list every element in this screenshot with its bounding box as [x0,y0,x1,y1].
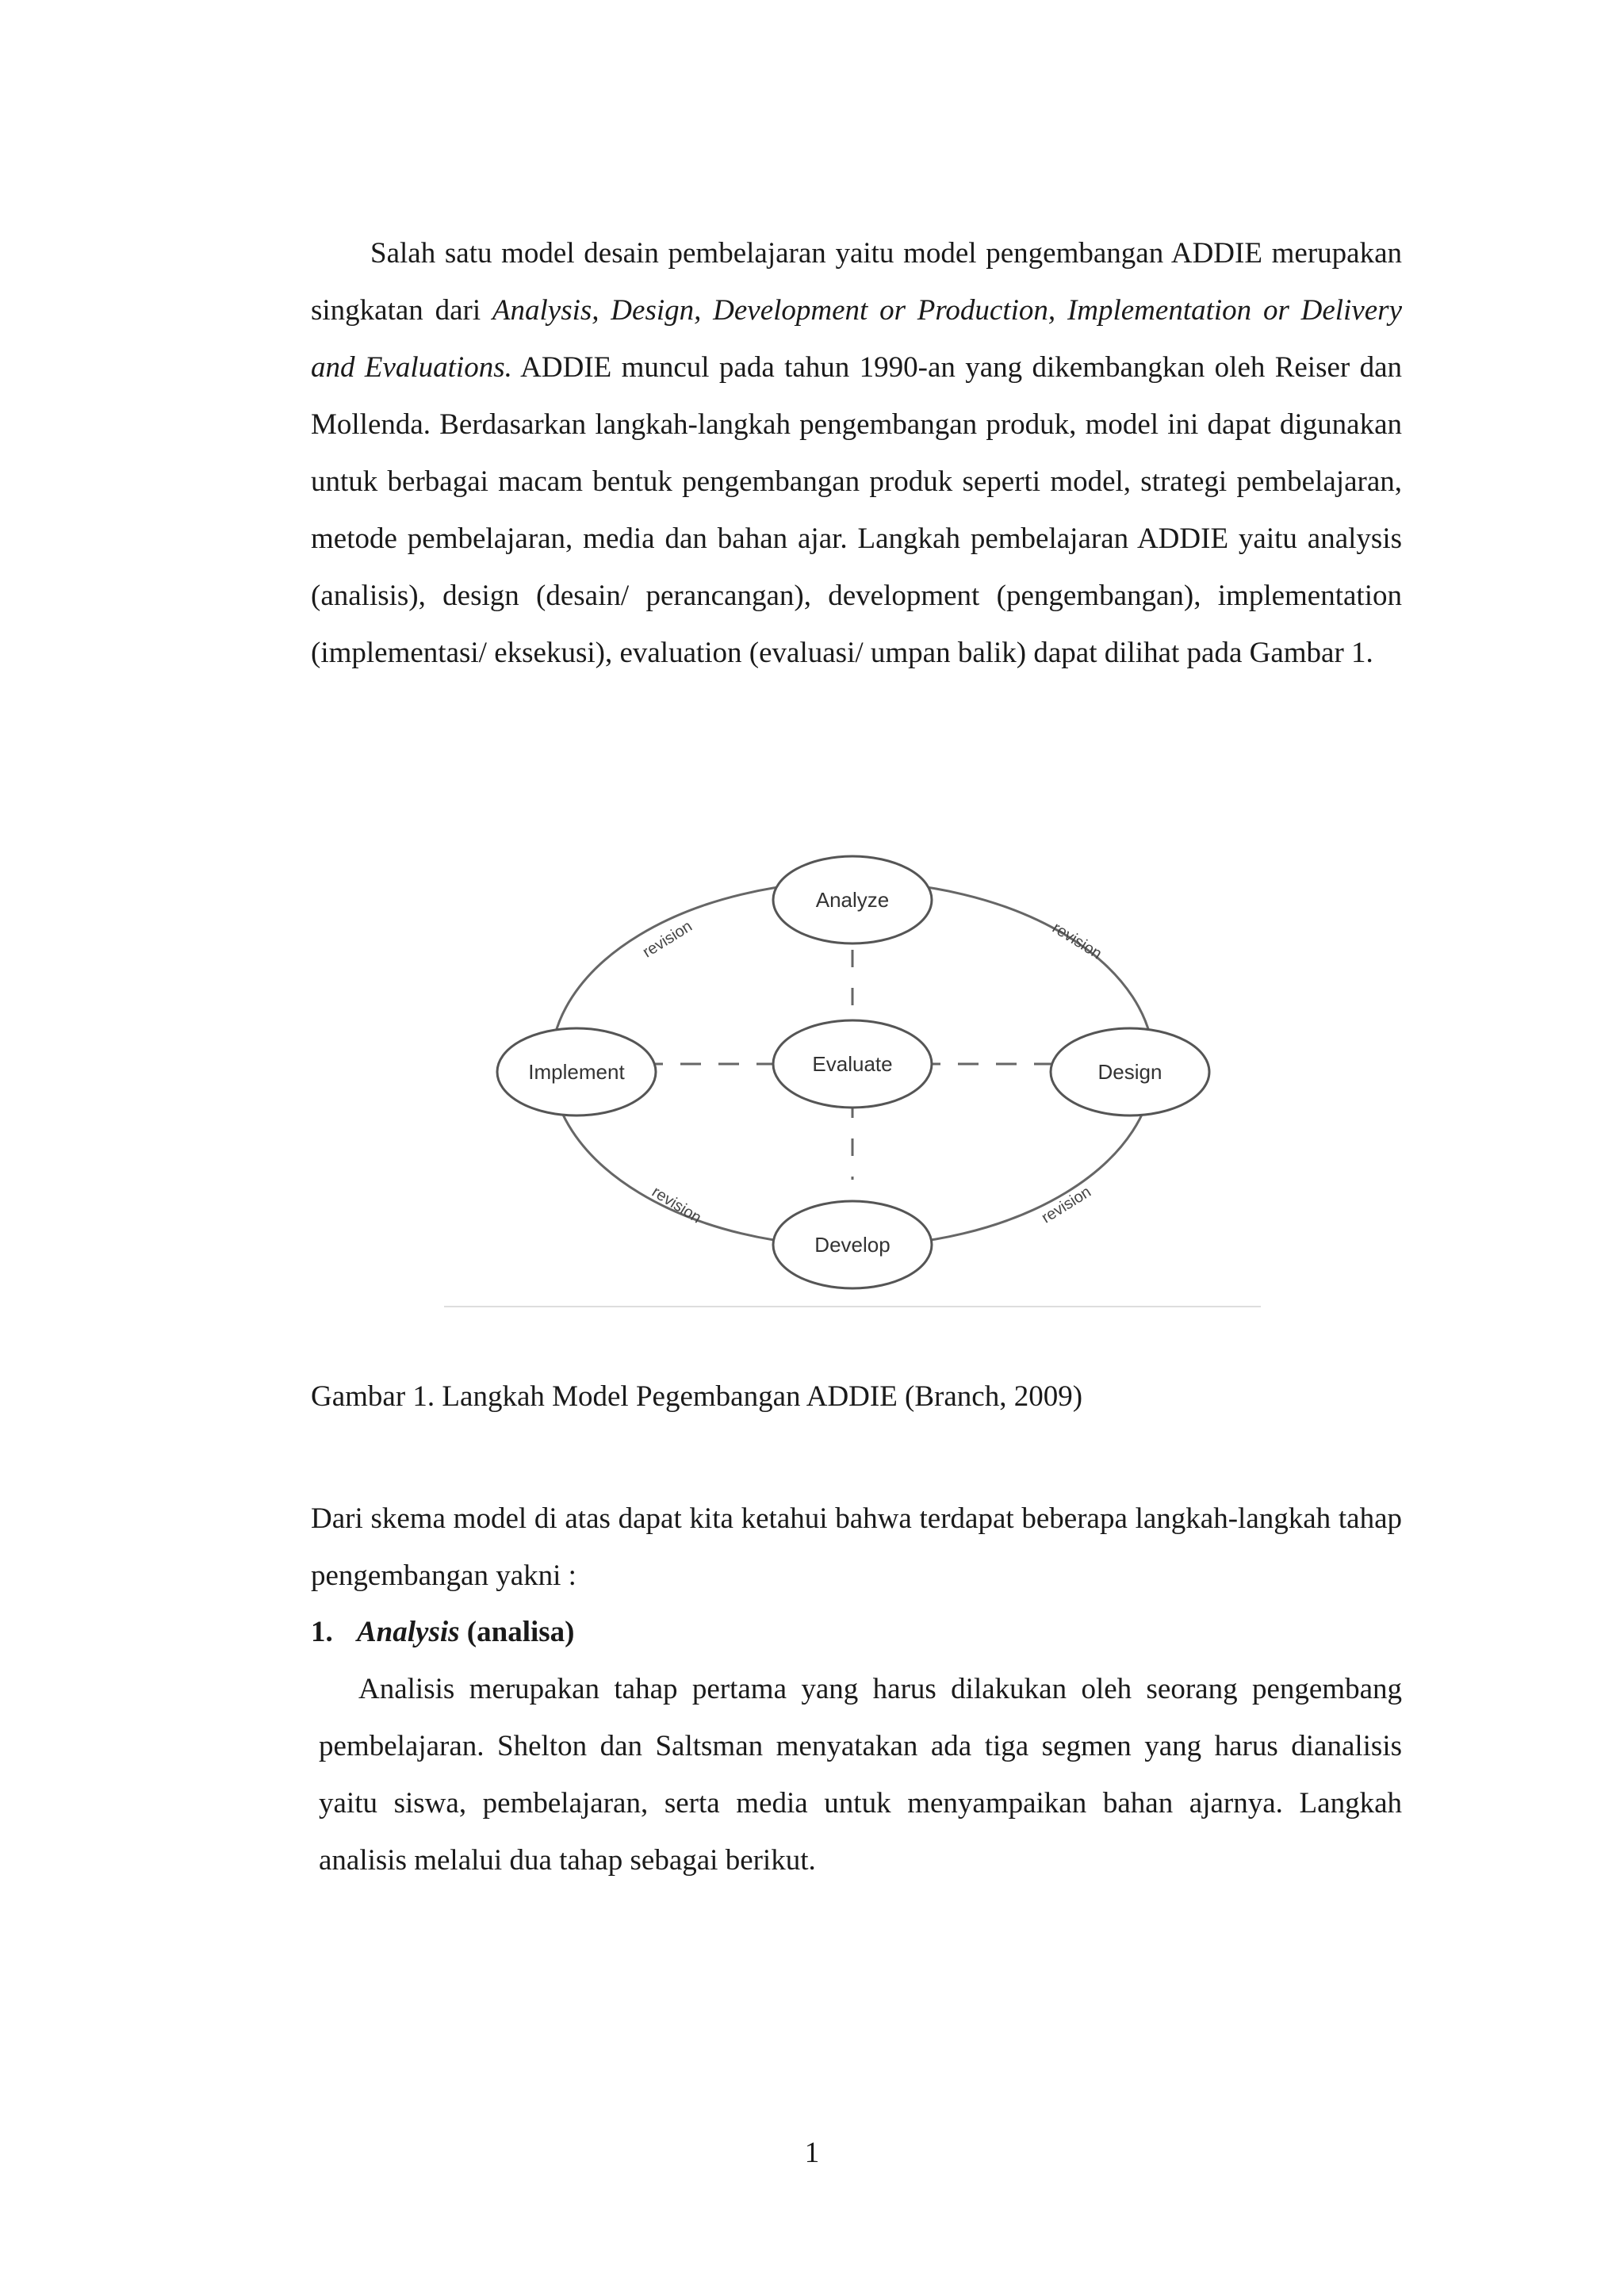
intro-rest: ADDIE muncul pada tahun 1990-an yang dikembangkan oleh Reiser dan Mollenda. Berdasarkan langkah-langkah pengembangan produk, model ini dapat digunakan untuk berbagai macam bentuk pengembangan produk seperti model, strategi pembelajaran, metode pembelajaran, media dan bahan ajar. Langkah pembelajaran ADDIE yaitu analysis (analisis), design (desain/ perancangan), development (pengembangan), implementation (implementasi/ eksekusi), evaluation (evaluasi/ umpan balik) dapat dilihat pada Gambar 1. [311,351,1402,669]
page-number: 1 [804,2137,820,2169]
intro-paragraph [311,225,1402,682]
revision-label-top-left: revision [639,917,695,962]
section-title-rest: (analisa) [459,1616,575,1648]
revision-label-bottom-left: revision [649,1183,705,1227]
figure-caption: Gambar 1. Langkah Model Pegembangan ADDIE (Branch, 2009) [311,1380,1083,1413]
analysis-paragraph: Analisis merupakan tahap pertama yang harus dilakukan oleh seorang pengembang pembelajaran. Shelton dan Saltsman menyatakan ada tiga segmen yang harus dianalisis yaitu siswa, pembelajaran, serta media untuk menyampaikan bahan ajarnya. Langkah analisis melalui dua tahap sebagai berikut. [319,1673,1402,1877]
design-node [1051,1028,1209,1115]
implement-label: Implement [528,1060,625,1084]
addie-diagram [440,848,1265,1308]
section-heading-analysis [311,1604,574,1661]
steps-intro-paragraph: Dari skema model di atas dapat kita ketahui bahwa terdapat beberapa langkah-langkah tahap pengembangan yakni : [311,1502,1402,1592]
revision-label-bottom-right: revision [1038,1183,1094,1227]
addie-diagram-svg [440,848,1265,1308]
develop-node [773,1201,932,1288]
implement-node [497,1028,656,1115]
develop-label: Develop [814,1233,891,1257]
section-number: 1. [311,1616,333,1648]
evaluate-label: Evaluate [812,1052,893,1076]
section-title-italic: Analysis [357,1616,460,1648]
revision-label-top-right: revision [1049,919,1105,963]
addie-expansion: Analysis, Design, Development or Production, Implementation or Delivery and Evaluations. [311,294,1402,384]
design-label: Design [1097,1060,1162,1084]
evaluate-node [773,1020,932,1108]
intro-lead: Salah satu model desain pembelajaran yaitu model pengembangan ADDIE merupakan singkatan dari [311,237,1402,327]
analyze-node [773,856,932,943]
analyze-label: Analyze [815,888,890,912]
